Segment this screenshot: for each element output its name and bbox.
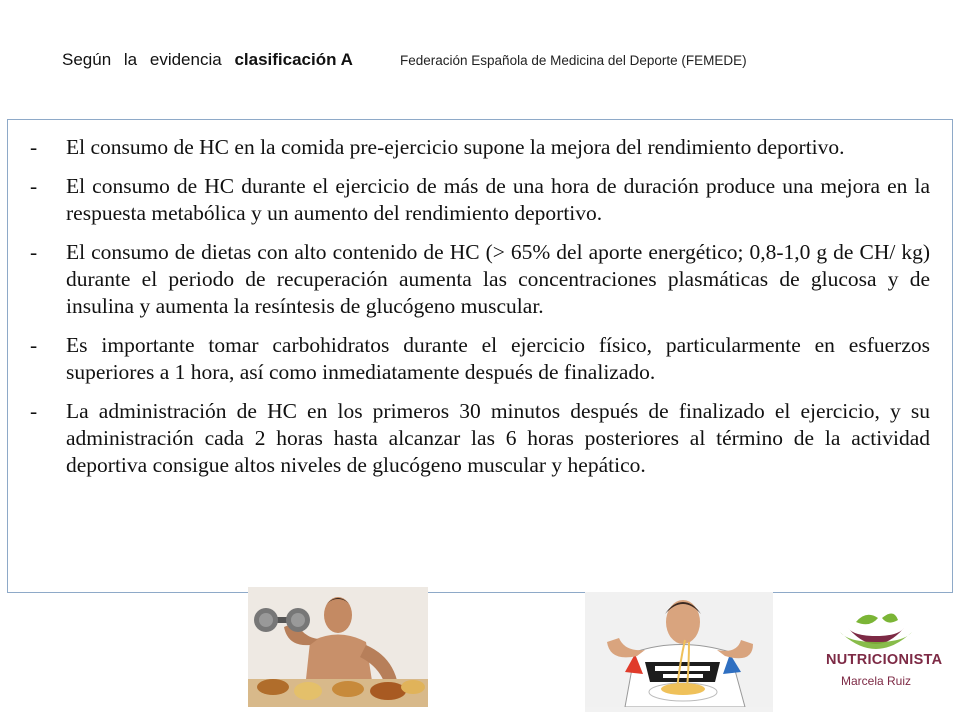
nutricionista-logo — [826, 612, 943, 697]
bowl-leaf-icon — [826, 612, 926, 652]
bullet-dash: - — [30, 399, 38, 423]
logo-title: NUTRICIONISTA — [826, 652, 943, 668]
logo-subtitle: Marcela Ruiz — [840, 674, 912, 688]
bullet-dash: - — [30, 174, 38, 198]
title-word: la — [123, 50, 138, 69]
slide-title — [62, 50, 361, 70]
bodybuilder-photo — [248, 587, 428, 707]
list-item — [30, 239, 930, 320]
bullet-dash: - — [30, 333, 38, 357]
bullet-text: El consumo de HC durante el ejercicio de más de una hora de duración produce una mejora en la respuesta metabólica y un aumento del rendimiento deportivo. — [66, 174, 930, 225]
list-item — [30, 173, 930, 227]
title-word: evidencia — [149, 50, 222, 69]
evidence-box — [7, 119, 953, 593]
bullet-text: El consumo de HC en la comida pre-ejercicio supone la mejora del rendimiento deportivo. — [66, 135, 845, 159]
title-word: Según — [62, 50, 112, 69]
bullet-text: Es importante tomar carbohidratos durante el ejercicio físico, particularmente en esfuerzos superiores a 1 hora, así como inmediatamente después de finalizado. — [66, 333, 930, 384]
bullet-dash: - — [30, 135, 38, 159]
list-item — [30, 398, 930, 479]
evidence-list — [30, 134, 930, 491]
list-item — [30, 134, 930, 161]
cyclist-eating-photo — [585, 592, 773, 712]
bullet-text: La administración de HC en los primeros 30 minutos después de finalizado el ejercicio, y su administración cada 2 horas hasta alcanzar las 6 horas posteriores al término de la actividad deportiva consigue altos niveles de glucógeno muscular y hepático. — [66, 399, 930, 477]
classification-label: clasificación A — [234, 50, 353, 69]
bullet-dash: - — [30, 240, 38, 264]
source-citation: Federación Española de Medicina del Deporte (FEMEDE) — [400, 53, 747, 68]
bullet-text: El consumo de dietas con alto contenido de HC (> 65% del aporte energético; 0,8-1,0 g de CH/ kg) durante el periodo de recuperación aumenta las concentraciones plasmáticas de glucosa y de insulina y aumenta la resíntesis de glucógeno muscular. — [66, 240, 930, 318]
list-item — [30, 332, 930, 386]
